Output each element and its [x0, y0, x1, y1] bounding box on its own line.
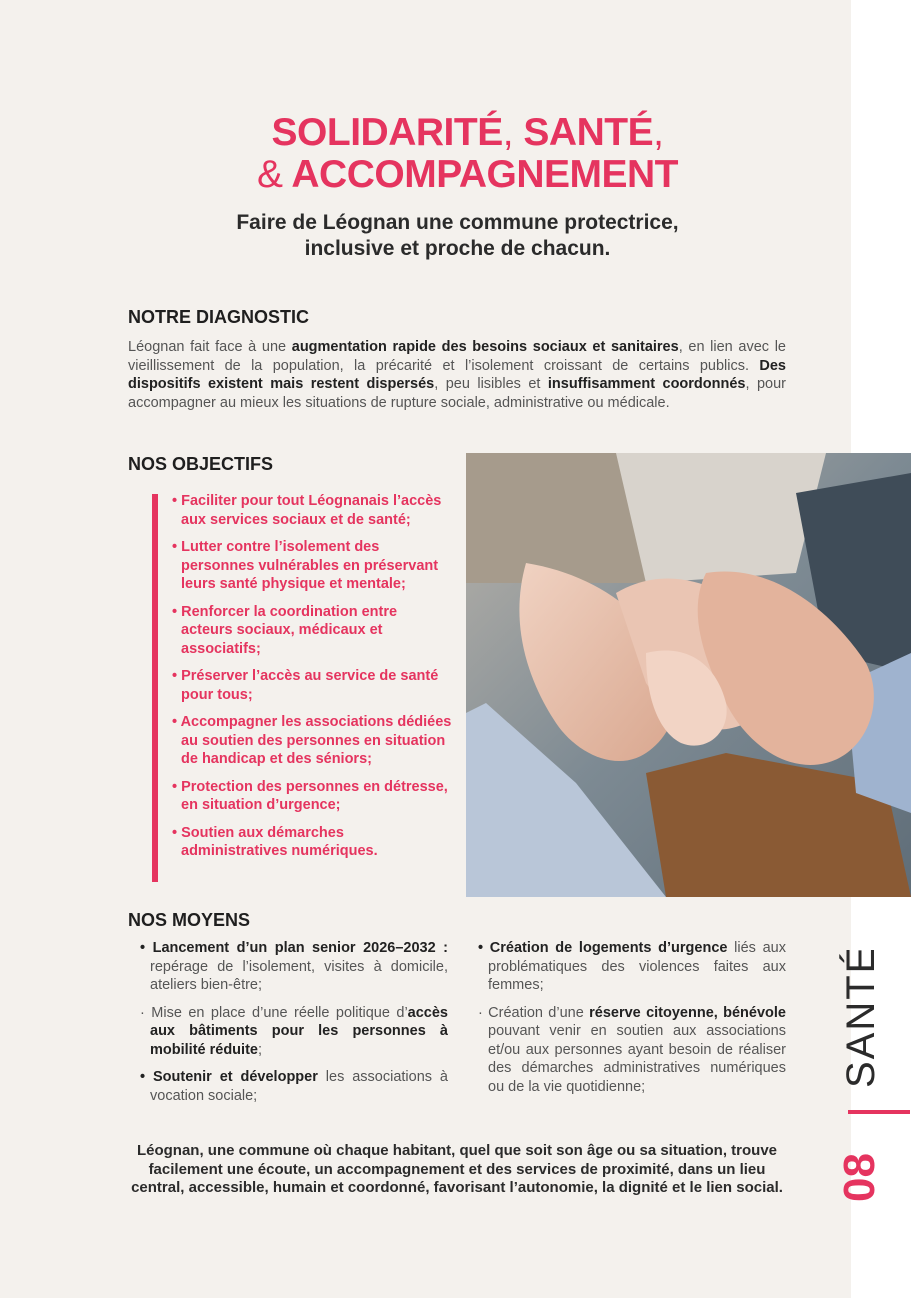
section-tab-number: 08	[835, 1153, 884, 1202]
diagnostic-text-2: , en lien avec le vieillissement de la population, la précarité et l’isolement croissant de certains publics.	[128, 339, 786, 374]
list-item: • Préserver l’accès au service de santé pour tous;	[172, 668, 439, 703]
moyens-text: ;	[257, 1041, 262, 1058]
list-item	[478, 939, 786, 995]
moyens-text: repérage de l’isolement, visites à domicile, ateliers bien-être;	[150, 958, 448, 993]
section-tab	[820, 950, 910, 1210]
list-item: • Soutien aux démarches administratives numériques.	[172, 824, 378, 859]
hands-photo	[466, 453, 911, 897]
title-ampersand: &	[256, 153, 283, 196]
moyens-text: liés aux problématiques des violences faites aux femmes;	[488, 940, 786, 993]
list-item	[140, 1068, 448, 1105]
diagnostic-text-1: Léognan fait face à une	[128, 339, 292, 355]
title-word-accompagnement: ACCOMPAGNEMENT	[291, 153, 678, 196]
closing-statement: Léognan, une commune où chaque habitant, quel que soit son âge ou sa situation, trouve facilement une écoute, un accompagnement et des services de proximité, dans un lieu central, accessible, humain et coordonné, favorisant l’autonomie, la dignité et le lien social.	[131, 1142, 783, 1196]
diagnostic-heading: NOTRE DIAGNOSTIC	[128, 307, 310, 327]
page-title	[0, 112, 911, 196]
diagnostic-bold-2: Des dispositifs existent mais restent dispersés	[128, 357, 786, 392]
diagnostic-paragraph	[128, 338, 786, 412]
moyens-bold: • Lancement d’un plan senior 2026–2032 :	[140, 940, 448, 956]
diagnostic-text-3: , peu lisibles et	[434, 376, 548, 392]
moyens-bold: • Soutenir et développer	[140, 1069, 318, 1085]
list-item: • Renforcer la coordination entre acteurs sociaux, médicaux et associatifs;	[172, 603, 398, 657]
title-word-sante: SANTÉ	[523, 111, 654, 154]
title-comma-end: ,	[653, 111, 664, 154]
moyens-heading: NOS MOYENS	[128, 910, 251, 930]
list-item: • Protection des personnes en détresse, en situation d’urgence;	[172, 778, 448, 813]
list-item	[478, 1004, 786, 1097]
subtitle-line-1: Faire de Léognan une commune protectrice,	[236, 211, 679, 234]
list-item: • Lutter contre l’isolement des personnes vulnérables en préservant leurs santé physique et mentale;	[172, 539, 439, 592]
list-item: • Accompagner les associations dédiées au soutien des personnes en situation de handicap et des séniors;	[172, 714, 452, 767]
moyens-text: · Mise en place d’une réelle politique d’	[140, 1004, 408, 1021]
page-subtitle	[0, 210, 911, 262]
moyens-bold: accès aux bâtiments pour les personnes à mobilité réduite	[150, 1004, 448, 1058]
hands-illustration	[466, 453, 911, 897]
title-comma: ,	[502, 111, 514, 154]
diagnostic-text-4: , pour accompagner au mieux les situations de rupture sociale, administrative ou médicale.	[128, 376, 786, 411]
moyens-bold: réserve citoyenne, bénévole	[589, 1004, 786, 1021]
diagnostic-bold-3: insuffisamment coordonnés	[547, 376, 746, 392]
objectifs-accent-bar	[152, 494, 158, 882]
section-tab-svg	[820, 950, 910, 1210]
objectifs-heading: NOS OBJECTIFS	[128, 454, 274, 474]
moyens-left-list	[140, 939, 448, 1114]
objectifs-list	[172, 492, 452, 870]
list-item: • Faciliter pour tout Léognanais l’accès aux services sociaux et de santé;	[172, 493, 442, 528]
title-word-solidarite: SOLIDARITÉ	[271, 111, 503, 154]
list-item	[140, 1004, 448, 1060]
section-tab-label: SANTÉ	[839, 950, 883, 1088]
list-item	[140, 939, 448, 995]
moyens-text: les associations à vocation sociale;	[150, 1069, 448, 1104]
subtitle-line-2: inclusive et proche de chacun.	[304, 237, 611, 260]
moyens-right-list	[478, 939, 786, 1105]
moyens-text: · Création d’une	[478, 1004, 590, 1021]
diagnostic-bold-1: augmentation rapide des besoins sociaux et sanitaires	[291, 339, 679, 355]
moyens-bold: • Création de logements d’urgence	[478, 940, 728, 956]
section-tab-divider	[848, 1110, 910, 1114]
moyens-text: pouvant venir en soutien aux associations et/ou aux personnes ayant besoin de réaliser des démarches administratives numériques ou de la vie quotidienne;	[488, 1023, 786, 1095]
